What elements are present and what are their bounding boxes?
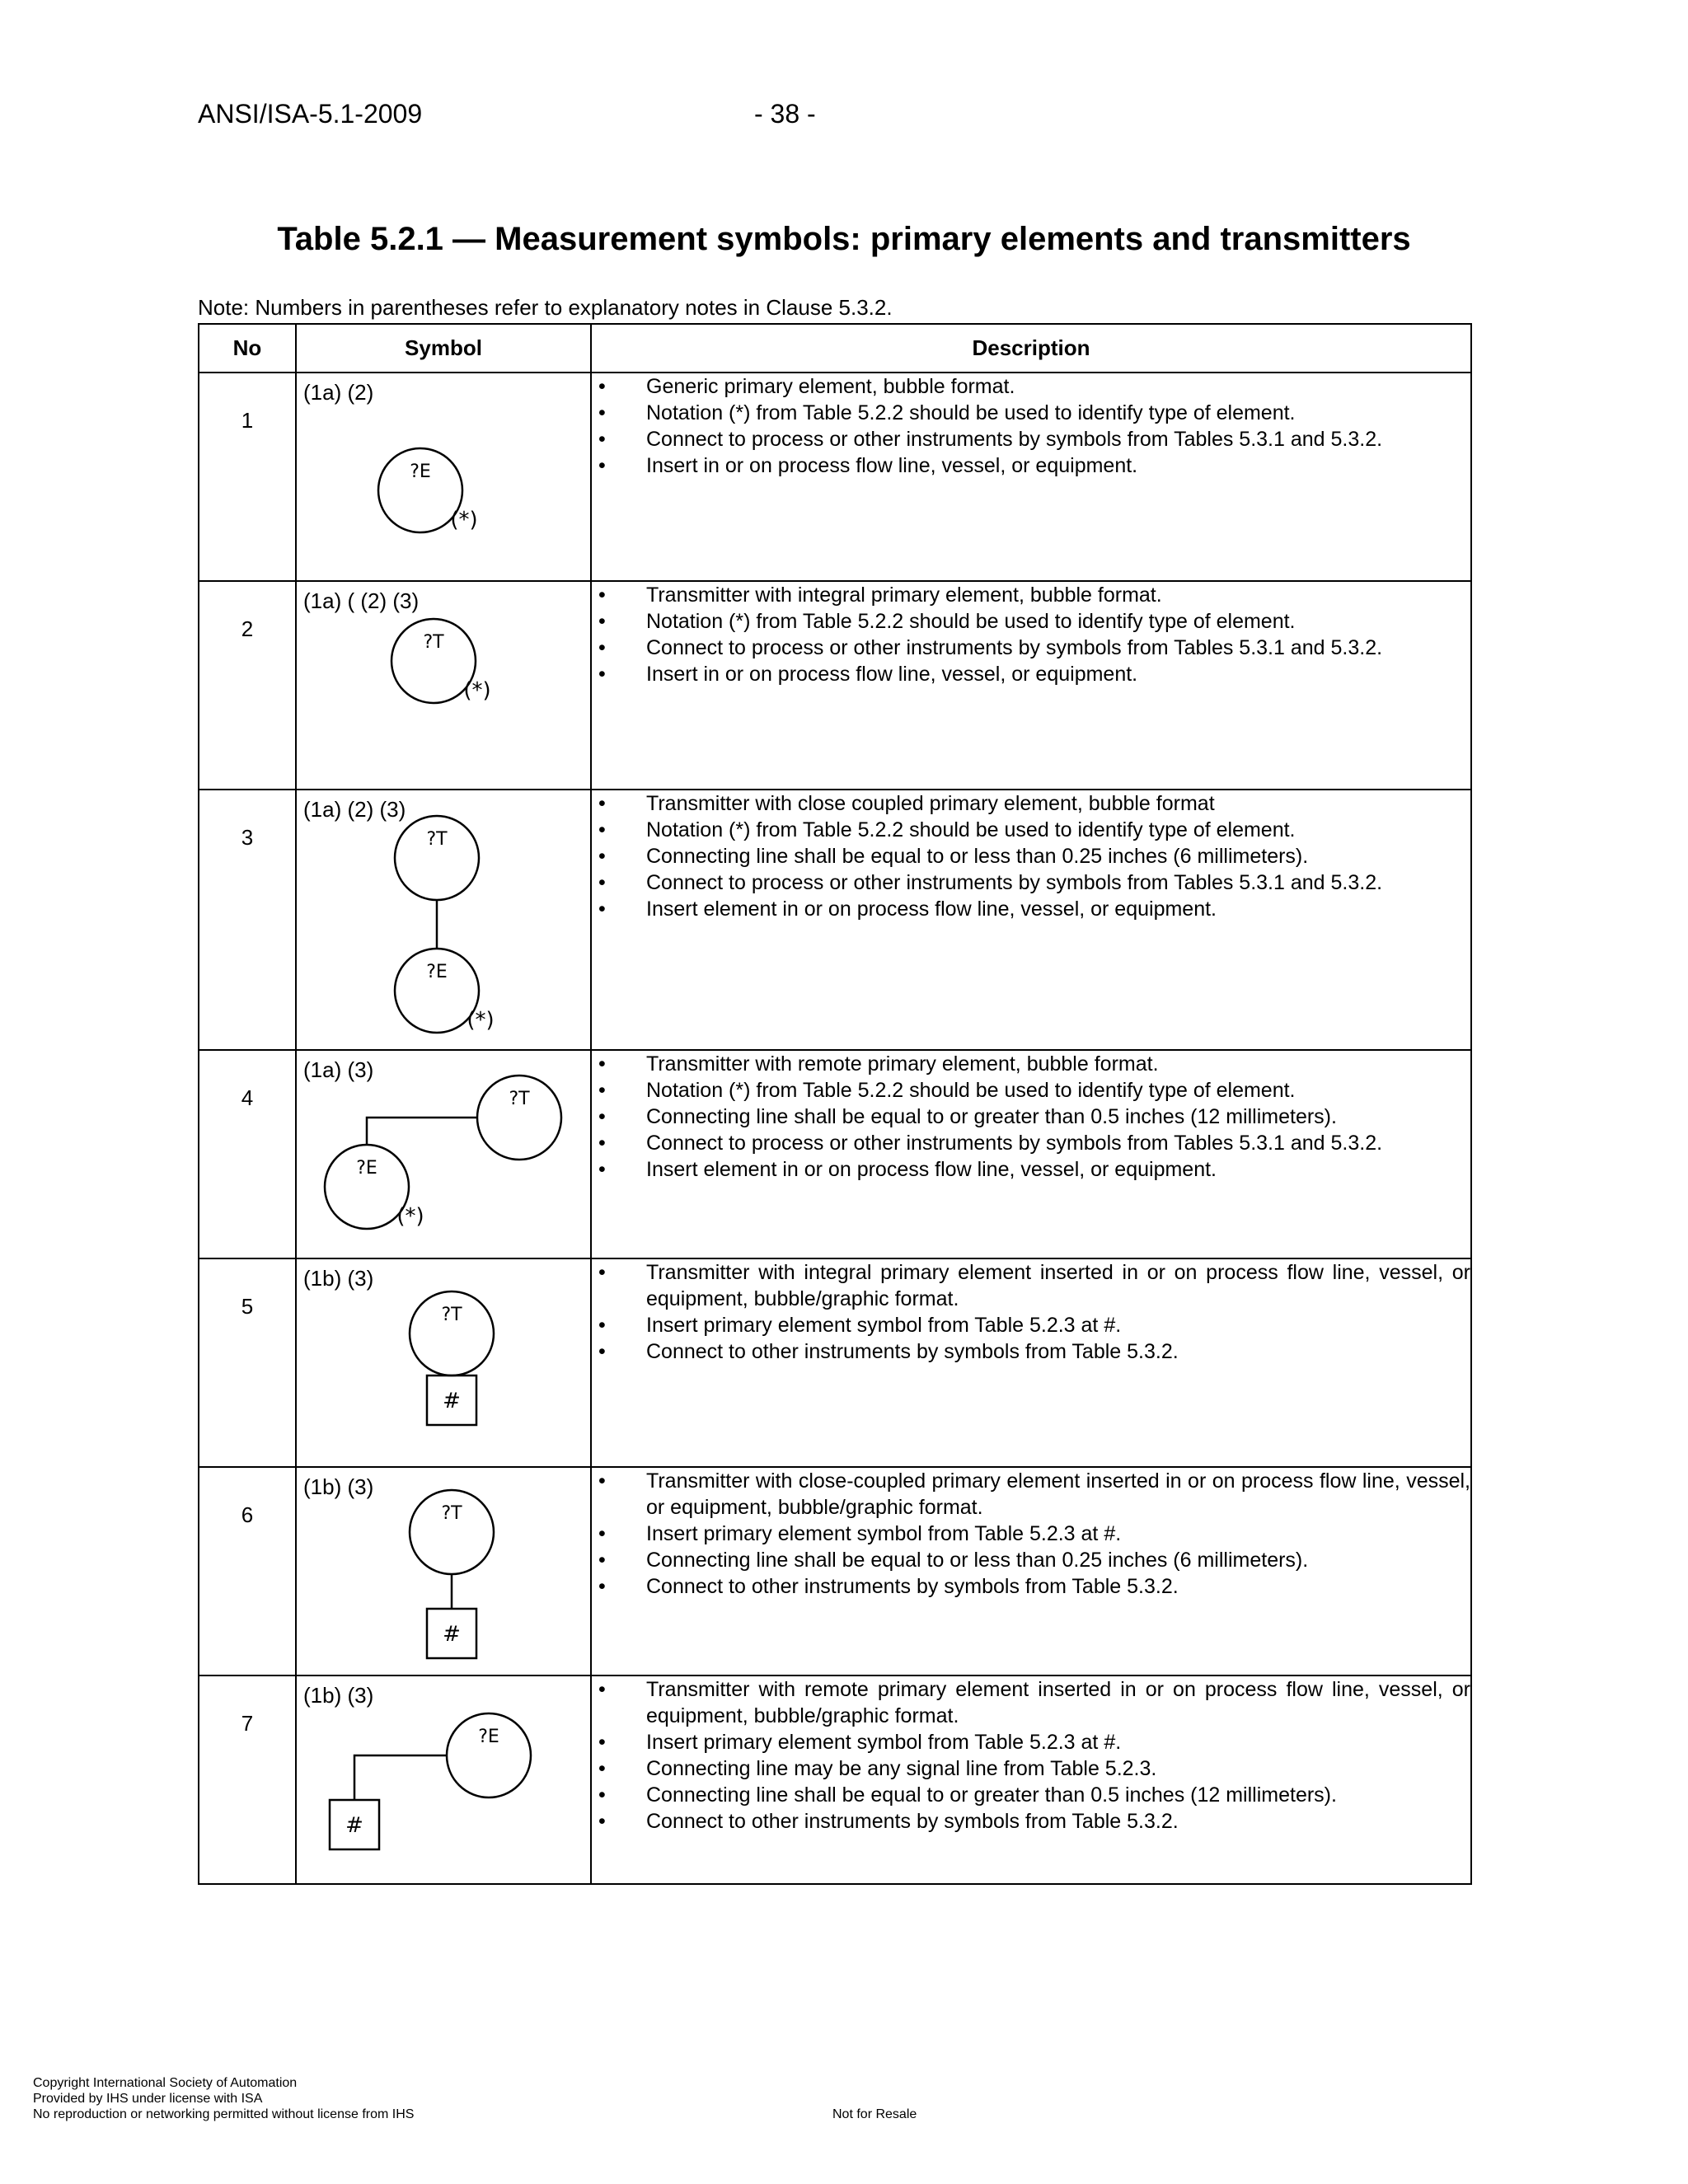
description-cell (591, 1467, 1471, 1675)
description-item: • Connecting line shall be equal to or less than 0.25 inches (6 millimeters). (592, 1547, 1470, 1573)
column-header-description: Description (591, 324, 1471, 373)
license-line: Provided by IHS under license with ISA (33, 2092, 263, 2106)
element-label: ?E (478, 1727, 499, 1747)
bubble-label: ?T (423, 632, 444, 653)
description-list (592, 373, 1470, 479)
row-number-cell (199, 1258, 296, 1467)
transmitter-label: ?T (509, 1089, 530, 1109)
description-item: • Insert primary element symbol from Table 5.2.3 at #. (592, 1312, 1470, 1338)
element-placeholder: # (443, 1622, 461, 1647)
description-item: • Transmitter with integral primary element inserted in or on process flow line, vessel, or equipment, bubble/graphic format. (592, 1259, 1470, 1312)
bubble-label: ?E (410, 462, 431, 482)
description-list (592, 790, 1470, 922)
note-references: (1a) (3) (303, 1057, 374, 1082)
description-item: • Insert primary element symbol from Table 5.2.3 at #. (592, 1729, 1470, 1755)
symbol-diagram (297, 1676, 590, 1883)
row-number: 1 (241, 408, 254, 433)
description-list (592, 1468, 1470, 1600)
row-number: 6 (241, 1502, 254, 1527)
description-cell (591, 373, 1471, 581)
element-placeholder: # (443, 1389, 461, 1413)
symbol-cell (296, 1258, 591, 1467)
row-number-cell (199, 1675, 296, 1884)
connecting-line (354, 1755, 447, 1800)
transmitter-label: ?T (441, 1305, 462, 1325)
description-list (592, 1051, 1470, 1183)
description-item: • Notation (*) from Table 5.2.2 should be used to identify type of element. (592, 400, 1470, 426)
description-item: • Transmitter with integral primary element, bubble format. (592, 582, 1470, 608)
table-row (199, 1050, 1471, 1258)
description-item: • Generic primary element, bubble format. (592, 373, 1470, 400)
element-placeholder: # (345, 1813, 363, 1838)
description-item: • Insert in or on process flow line, vessel, or equipment. (592, 661, 1470, 687)
description-item: • Insert primary element symbol from Table 5.2.3 at #. (592, 1521, 1470, 1547)
row-number-cell (199, 1050, 296, 1258)
description-item: • Connect to process or other instruments by symbols from Tables 5.3.1 and 5.3.2. (592, 869, 1470, 896)
row-number: 4 (241, 1085, 254, 1110)
table-header-row (199, 324, 1471, 373)
table-note: Note: Numbers in parentheses refer to explanatory notes in Clause 5.3.2. (198, 295, 893, 320)
description-item: • Notation (*) from Table 5.2.2 should be used to identify type of element. (592, 608, 1470, 635)
element-label: ?E (356, 1158, 377, 1179)
description-cell (591, 1050, 1471, 1258)
description-item: • Connect to other instruments by symbols from Table 5.3.2. (592, 1338, 1470, 1365)
description-item: • Insert in or on process flow line, vessel, or equipment. (592, 452, 1470, 479)
row-number-cell (199, 790, 296, 1050)
symbol-cell (296, 1467, 591, 1675)
description-cell (591, 581, 1471, 790)
table-row (199, 790, 1471, 1050)
description-item: • Transmitter with remote primary element, bubble format. (592, 1051, 1470, 1077)
description-item: • Connect to process or other instruments by symbols from Tables 5.3.1 and 5.3.2. (592, 1130, 1470, 1156)
table-row (199, 373, 1471, 581)
symbol-diagram (297, 373, 590, 580)
row-number: 2 (241, 616, 254, 641)
symbol-diagram (297, 582, 590, 789)
symbol-cell (296, 1675, 591, 1884)
description-item: • Insert element in or on process flow line, vessel, or equipment. (592, 1156, 1470, 1183)
description-item: • Insert element in or on process flow line, vessel, or equipment. (592, 896, 1470, 922)
type-notation: (*) (463, 678, 491, 703)
description-item: • Transmitter with close coupled primary element, bubble format (592, 790, 1470, 817)
row-number-cell (199, 1467, 296, 1675)
description-item: • Connect to other instruments by symbols from Table 5.3.2. (592, 1808, 1470, 1835)
document-id: ANSI/ISA-5.1-2009 (198, 99, 423, 129)
description-cell (591, 790, 1471, 1050)
note-references: (1a) (2) (303, 380, 374, 405)
table-title: Table 5.2.1 — Measurement symbols: primary elements and transmitters (277, 221, 1411, 257)
note-references: (1b) (3) (303, 1474, 374, 1499)
symbol-diagram (297, 1468, 590, 1675)
transmitter-label: ?T (441, 1503, 462, 1524)
measurement-symbols-table (198, 323, 1472, 1885)
connecting-line (367, 1118, 477, 1145)
note-references: (1b) (3) (303, 1266, 374, 1291)
description-item: • Connecting line shall be equal to or less than 0.25 inches (6 millimeters). (592, 843, 1470, 869)
table-row (199, 1258, 1471, 1467)
transmitter-label: ?T (426, 829, 448, 850)
description-item: • Connecting line shall be equal to or greater than 0.5 inches (12 millimeters). (592, 1104, 1470, 1130)
symbol-cell (296, 790, 591, 1050)
description-item: • Connecting line shall be equal to or greater than 0.5 inches (12 millimeters). (592, 1782, 1470, 1808)
description-item: • Connect to other instruments by symbols from Table 5.3.2. (592, 1573, 1470, 1600)
symbol-cell (296, 373, 591, 581)
description-cell (591, 1675, 1471, 1884)
row-number: 7 (241, 1711, 254, 1736)
description-item: • Connecting line may be any signal line from Table 5.2.3. (592, 1755, 1470, 1782)
description-list (592, 1259, 1470, 1365)
table-row (199, 1467, 1471, 1675)
description-cell (591, 1258, 1471, 1467)
symbol-cell (296, 1050, 591, 1258)
symbol-diagram (297, 1051, 590, 1258)
description-item: • Notation (*) from Table 5.2.2 should be used to identify type of element. (592, 1077, 1470, 1104)
description-item: • Transmitter with remote primary element inserted in or on process flow line, vessel, or equipment, bubble/graphic format. (592, 1676, 1470, 1729)
copyright-footer (33, 2075, 414, 2122)
table-row (199, 581, 1471, 790)
row-number-cell (199, 581, 296, 790)
copyright-line: Copyright International Society of Automation (33, 2076, 298, 2090)
type-notation: (*) (396, 1204, 424, 1229)
description-item: • Connect to process or other instruments by symbols from Tables 5.3.1 and 5.3.2. (592, 426, 1470, 452)
page-number: - 38 - (754, 99, 816, 129)
symbol-diagram (297, 1259, 590, 1466)
not-for-resale: Not for Resale (832, 2107, 917, 2121)
column-header-no: No (199, 324, 296, 373)
description-item: • Transmitter with close-coupled primary element inserted in or on process flow line, vessel, or equipment, bubble/graphic format. (592, 1468, 1470, 1521)
row-number: 3 (241, 825, 254, 850)
reproduction-line: No reproduction or networking permitted without license from IHS (33, 2107, 415, 2121)
note-references: (1a) (2) (3) (303, 797, 406, 822)
description-item: • Notation (*) from Table 5.2.2 should be used to identify type of element. (592, 817, 1470, 843)
description-item: • Connect to process or other instruments by symbols from Tables 5.3.1 and 5.3.2. (592, 635, 1470, 661)
row-number-cell (199, 373, 296, 581)
column-header-symbol: Symbol (296, 324, 591, 373)
symbol-diagram (297, 790, 590, 1049)
type-notation: (*) (467, 1008, 495, 1033)
description-list (592, 582, 1470, 687)
type-notation: (*) (450, 508, 478, 532)
note-references: (1b) (3) (303, 1683, 374, 1708)
note-references: (1a) ( (2) (3) (303, 588, 420, 613)
description-list (592, 1676, 1470, 1835)
table-row (199, 1675, 1471, 1884)
row-number: 5 (241, 1294, 254, 1319)
symbol-cell (296, 581, 591, 790)
element-label: ?E (426, 962, 448, 982)
